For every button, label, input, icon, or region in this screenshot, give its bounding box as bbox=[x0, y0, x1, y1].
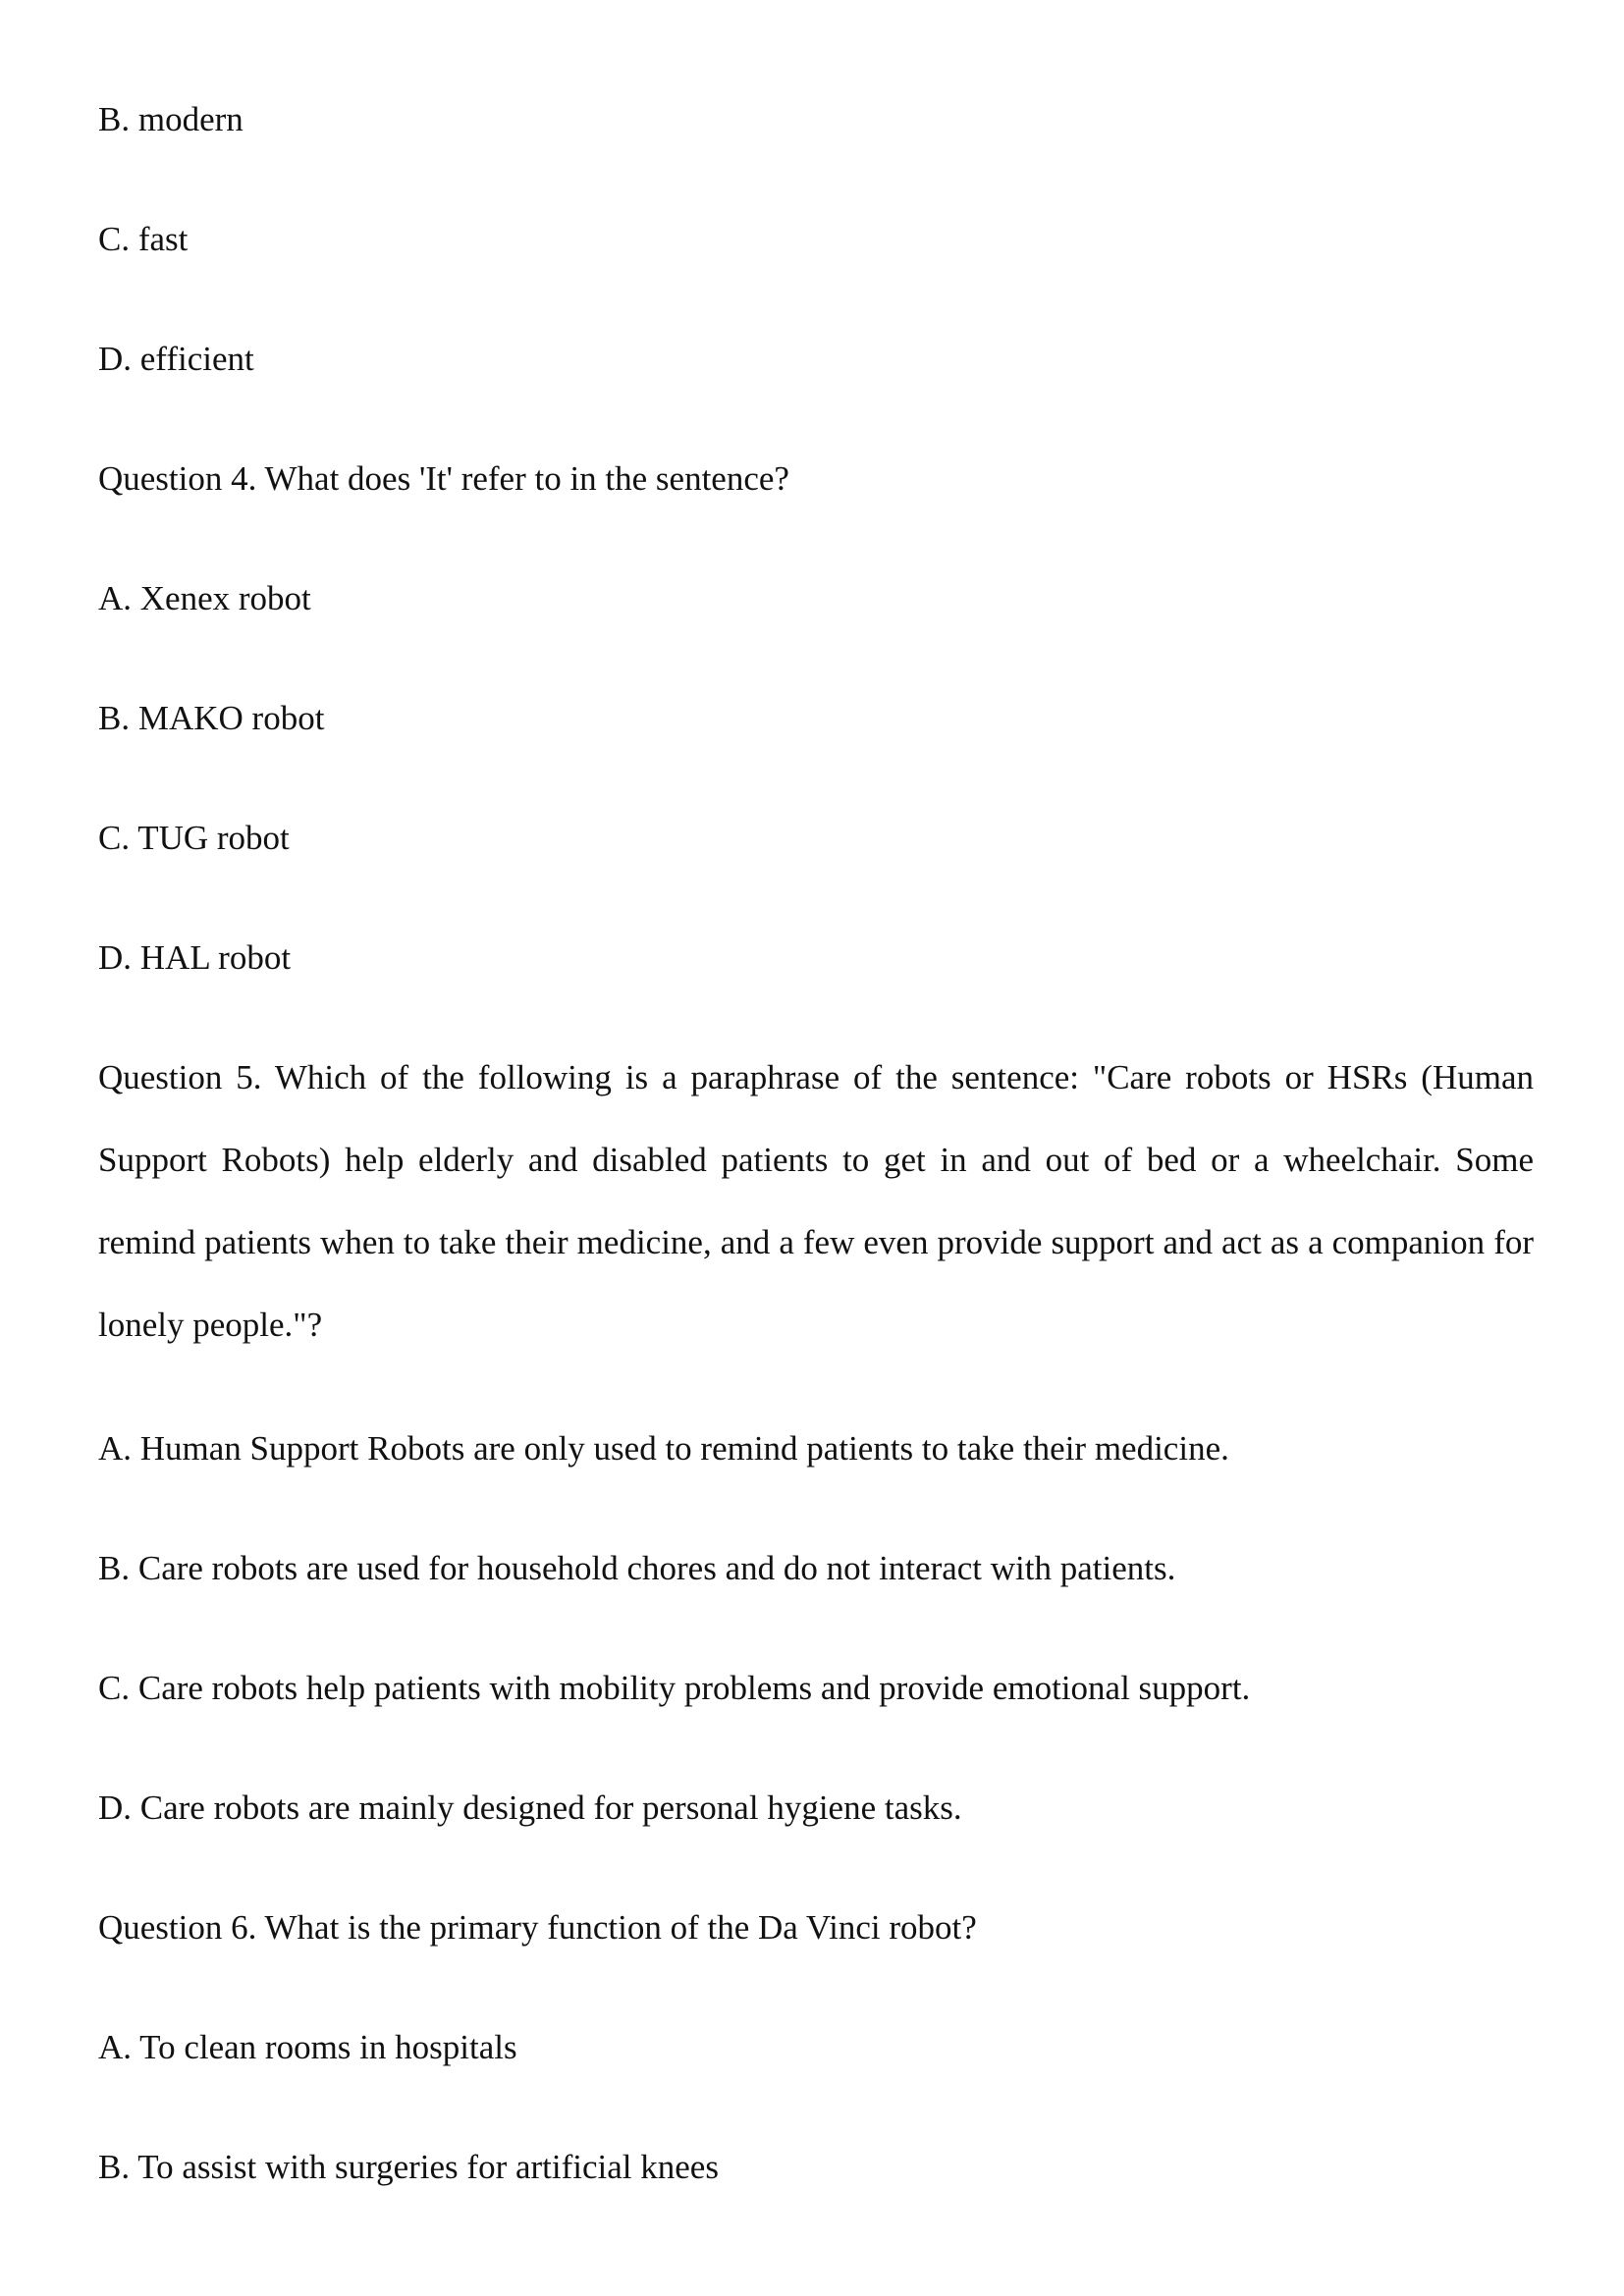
q3-option-b: B. modern bbox=[98, 100, 244, 138]
q4-option-d: D. HAL robot bbox=[98, 938, 292, 977]
q4-option-c: C. TUG robot bbox=[98, 819, 290, 857]
q4-option-b: B. MAKO robot bbox=[98, 699, 325, 737]
q6-option-b: B. To assist with surgeries for artificial knees bbox=[98, 2148, 719, 2186]
q4-question: Question 4. What does 'It' refer to in the sentence? bbox=[98, 459, 789, 498]
q5-option-d: D. Care robots are mainly designed for personal hygiene tasks. bbox=[98, 1789, 962, 1827]
q6-option-a: A. To clean rooms in hospitals bbox=[98, 2028, 517, 2066]
q5-option-a: A. Human Support Robots are only used to remind patients to take their medicine. bbox=[98, 1429, 1229, 1468]
q6-question: Question 6. What is the primary function of the Da Vinci robot? bbox=[98, 1908, 977, 1947]
q4-option-a: A. Xenex robot bbox=[98, 579, 311, 617]
q5-option-b: B. Care robots are used for household chores and do not interact with patients. bbox=[98, 1549, 1176, 1587]
q5-question: Question 5. Which of the following is a paraphrase of the sentence: "Care robots or HSRs (Human Support Robots) help elderly and disabled patients to get in and out of bed or a wheelchair. Some remind patients when to take their medicine, and a few even provide support and act as a companion for lonely people."? bbox=[98, 1058, 1534, 1344]
q5-option-c: C. Care robots help patients with mobility problems and provide emotional support. bbox=[98, 1669, 1251, 1707]
q3-option-c: C. fast bbox=[98, 220, 189, 258]
q3-option-d: D. efficient bbox=[98, 340, 254, 378]
